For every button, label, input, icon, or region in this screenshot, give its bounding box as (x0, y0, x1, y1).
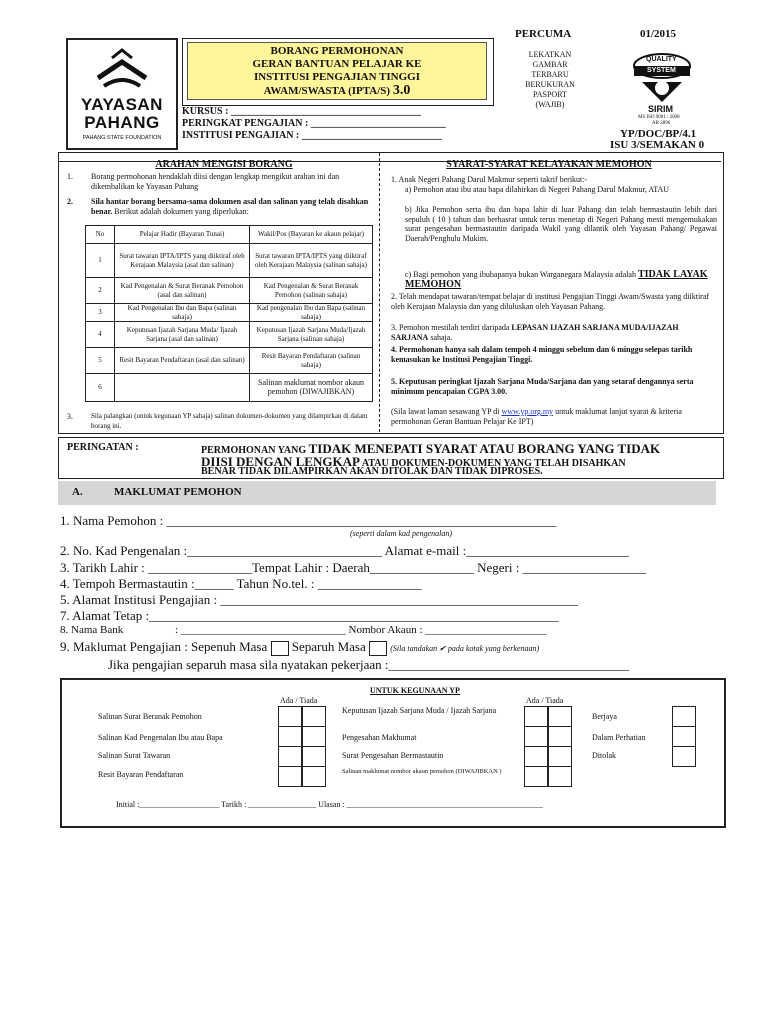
syarat-1: 1. Anak Negeri Pahang Darul Makmur seperti takrif berikut:- (391, 175, 588, 184)
section-a-header (58, 481, 716, 505)
table-cell (115, 374, 250, 402)
section-a-letter: A. (72, 486, 83, 498)
title-line-4: AWAM/SWASTA (IPTA/S) (263, 85, 391, 97)
office-status-box[interactable] (672, 726, 696, 747)
office-mid-2: Pengesahan Makhumat (342, 733, 417, 742)
form-title-box (182, 38, 494, 106)
table-row (86, 244, 373, 278)
office-left-2: Salinan Kad Pengenalan Ibu atau Bapa (98, 733, 223, 742)
office-status-box[interactable] (672, 706, 696, 727)
table-cell: Kad Pengenalan & Surat Beranak Pemohon (asal dan salinan) (115, 278, 250, 304)
photo-placeholder (510, 50, 590, 120)
syarat-3-bold: LEPASAN IJAZAH SARJANA MUDA/IJAZAH SARJANA (391, 323, 679, 342)
warning-line2-b: ATAU DOKUMEN-DOKUMEN YANG TELAH DISAHKAN (361, 458, 626, 469)
office-mid-3: Surat Pengesahan Bermastautin (342, 751, 444, 760)
syarat-4: 4. Permohonan hanya sah dalam tempoh 4 minggu sebelum dan 6 minggu selepas tarikh kemasukan ke Institusi Pengajian Tinggi. (391, 345, 693, 364)
bank-name-label: 8. Nama Bank (60, 624, 124, 636)
table-row (86, 374, 373, 402)
quality-system-badge (616, 52, 708, 128)
table-cell: 5 (86, 348, 115, 374)
office-heading: UNTUK KEGUNAAN YP (370, 686, 460, 695)
office-left-1: Salinan Surat Beranak Pemohon (98, 712, 202, 721)
logo-name-1: YAYASAN (81, 95, 163, 114)
arahan-item-3: Sila palangkan (untuk kegunaan YP sahaja) salinan dokumen-dokumen yang dilampirkan di dalam borang ini. (91, 412, 368, 430)
yayasan-pahang-logo (66, 38, 178, 150)
section-a-title: MAKLUMAT PEMOHON (114, 486, 242, 498)
arahan-item-2-rest: Berikut adalah dokumen yang diperlukan: (112, 206, 249, 216)
iso-label: MS ISO 9001 : 2008 (638, 115, 680, 120)
ic-email-field[interactable]: 2. No. Kad Pengenalan :______________________________ Alamat e-mail :_________________________ (60, 543, 629, 558)
warning-line1-a: PERMOHONAN YANG (201, 445, 307, 456)
syarat-heading: SYARAT-SYARAT KELAYAKAN MEMOHON (446, 159, 652, 170)
foundation-emblem-icon (94, 48, 150, 92)
table-cell: Keputusan Ijazah Sarjana Muda/ Ijazah Sarjana (asal dan salinan) (115, 322, 250, 348)
kursus-field[interactable]: KURSUS : ______________________________________ (182, 106, 421, 117)
residency-phone-field[interactable]: 4. Tempoh Bermastautin :______ Tahun No.tel. : ________________ (60, 576, 422, 591)
syarat-1a: a) Pemohon atau ibu atau bapa dilahirkan di Negeri Pahang Darul Makmur, ATAU (405, 185, 670, 194)
instructions-and-requirements (58, 152, 724, 434)
office-left-3: Salinan Surat Tawaran (98, 751, 171, 760)
quality-text-2: SYSTEM (647, 67, 676, 74)
office-check-box[interactable] (548, 726, 572, 747)
photo-text-5: PASPORT (533, 90, 567, 99)
birth-field[interactable]: 3. Tarikh Lahir : ________________Tempat Lahir : Daerah________________ Negeri : ___________________ (60, 560, 647, 575)
nama-note: (seperti dalam kad pengenalan) (350, 529, 452, 538)
title-version: 3.0 (392, 83, 411, 98)
title-line-1: BORANG PERMOHONAN (270, 45, 404, 57)
doc-reference: YP/DOC/BP/4.1 (620, 128, 697, 140)
study-mode-label: 9. Maklumat Pengajian : Sepenuh Masa (60, 639, 268, 654)
table-cell: 4 (86, 322, 115, 348)
bank-account-field[interactable]: : ______________________________ Nombor Akaun : ______________________ (175, 624, 547, 636)
part-time-label: Separuh Masa (291, 639, 366, 654)
table-cell: Resit Bayaran Pendaftaran (salinan sahaja) (250, 348, 373, 374)
warning-box (58, 437, 724, 479)
table-cell: 2 (86, 278, 115, 304)
photo-text-4: BERUKURAN (525, 80, 575, 89)
office-mid-4: Salinan maklumat nombor akaun pemohon (DIWAJIBKAN ) (342, 768, 502, 775)
photo-text-2: GAMBAR (532, 60, 568, 69)
photo-text-6: (WAJIB) (535, 100, 565, 109)
table-cell: Kad Pengenalan & Surat Beranak Pemohon (salinan sahaja) (250, 278, 373, 304)
warning-line2-a: DIISI DENGAN LENGKAP (201, 454, 360, 469)
syarat-1b: b) Jika Pemohon serta ibu dan bapa lahir di luar Pahang dan telah bermastautin lebih dari sepuluh ( 10 ) tahun dan berhasrat untuk terus menetap di Negeri Pahang mesti mengemukakan surat pengesahan bermastautin daripada Wakil yang dilantik oleh Yayasan Pahang/ Pegawai Daerah/Penghulu Mukim. (405, 205, 717, 243)
office-check-box[interactable] (302, 766, 326, 787)
office-right-1: Berjaya (592, 712, 617, 721)
yp-website-link[interactable]: www.yp.org.my (501, 407, 554, 416)
syarat-2: 2. Telah mendapat tawaran/tempat belajar di institusi Pengajian Tinggi Awam/Swasta yang diiktiraf oleh Kerajaan Malaysia dan yang diluluskan oleh Yayasan Pahang. (391, 292, 710, 311)
link-suffix: untuk maklumat lanjut syarat & kriteria permohonan Geran Bantuan Pelajar Ke IPT) (391, 407, 682, 426)
table-header-no: No (86, 226, 115, 244)
office-check-box[interactable] (302, 726, 326, 747)
table-cell: Salinan maklumat nombor akaun pemohon (DIWAJIBKAN) (250, 374, 373, 402)
arahan-item-1-num: 1. (67, 172, 73, 181)
table-cell: Keputusan Ijazah Sarjana Muda/Ijazah Sarjana (salinan sahaja) (250, 322, 373, 348)
table-row (86, 278, 373, 304)
logo-name-2: PAHANG (84, 113, 160, 132)
warning-label: PERINGATAN : (67, 442, 139, 453)
warning-line1-b: TIDAK MENEPATI SYARAT ATAU BORANG YANG TIDAK (308, 441, 661, 456)
institusi-field[interactable]: INSTITUSI PENGAJIAN : ____________________________ (182, 130, 442, 141)
office-status-box[interactable] (672, 746, 696, 767)
link-prefix: (Sila lawat laman sesawang YP di (391, 407, 500, 416)
office-check-box[interactable] (278, 766, 302, 787)
table-row (86, 322, 373, 348)
part-time-checkbox[interactable] (369, 641, 387, 656)
free-label: PERCUMA (515, 28, 572, 40)
syarat-3: 3. Pemohon mestilah terdiri daripada (391, 323, 510, 332)
warning-line3: BENAR TIDAK DILAMPIRKAN AKAN DITOLAK DAN TIDAK DIPROSES. (201, 466, 543, 477)
office-right-2: Dalam Perhatian (592, 733, 646, 742)
table-cell: Kad Pengenalan Ibu dan Bapa (salinan sahaja) (115, 304, 250, 322)
arahan-item-1: Borang permohonan hendaklah diisi dengan lengkap mengikut arahan ini dan dikembalikan ke Yayasan Pahang (91, 172, 340, 191)
syarat-1c: c) Bagi pemohon yang ibubapanya bukan Warganegara Malaysia adalah (405, 270, 636, 279)
logo-subtitle: PAHANG STATE FOUNDATION (82, 135, 162, 141)
office-check-box[interactable] (548, 706, 572, 727)
office-initial-line[interactable]: Initial :____________________ Tarikh : _________________ Ulasan : _________________________________________________ (116, 800, 543, 809)
nama-pemohon-field[interactable]: 1. Nama Pemohon : ____________________________________________________________ (60, 513, 557, 528)
office-check-box[interactable] (278, 726, 302, 747)
table-row (86, 304, 373, 322)
office-check-box[interactable] (548, 766, 572, 787)
photo-text-3: TERBARU (531, 70, 569, 79)
table-cell: 1 (86, 244, 115, 278)
ar-label: AR 2896 (652, 121, 671, 126)
full-time-checkbox[interactable] (271, 641, 289, 656)
table-header-wakil: Wakil/Pos (Bayaran ke akaun pelajar) (250, 226, 373, 244)
table-header-hadir: Pelajar Hadir (Bayaran Tunai) (115, 226, 250, 244)
peringkat-field[interactable]: PERINGKAT PENGAJIAN : ___________________________ (182, 118, 446, 129)
table-cell: Surat tawaran IPTA/IPTS yang diiktiraf oleh Kerajaan Malaysia (asal dan salinan) (115, 244, 250, 278)
document-table (85, 225, 373, 402)
office-left-4: Resit Bayaran Pendaftaran (98, 770, 184, 779)
issue-revision: ISU 3/SEMAKAN 0 (610, 139, 705, 151)
office-mid-1: Keputusan Ijazah Sarjana Muda / Ijazah Sarjana (342, 706, 497, 715)
office-check-box[interactable] (524, 766, 548, 787)
office-check-box[interactable] (278, 746, 302, 767)
table-row (86, 348, 373, 374)
table-cell: Kad pengenalan Ibu dan Bapa (salinan sahaja) (250, 304, 373, 322)
syarat-3-end: sahaja. (430, 332, 453, 342)
office-check-box[interactable] (278, 706, 302, 727)
office-use-box (60, 678, 726, 828)
table-cell: 6 (86, 374, 115, 402)
office-right-3: Ditolak (592, 751, 616, 760)
table-cell: 3 (86, 304, 115, 322)
ada-tiada-1: Ada / Tiada (280, 696, 318, 705)
form-code: 01/2015 (640, 28, 677, 40)
syarat-1c-bold: TIDAK LAYAK MEMOHON (405, 269, 708, 290)
office-check-box[interactable] (302, 746, 326, 767)
office-check-box[interactable] (302, 706, 326, 727)
syarat-5: 5. Keputusan peringkat Ijazah Sarjana Muda/Sarjana dan yang setaraf dengannya serta minimum pencapaian CGPA 3.00. (391, 377, 694, 396)
permanent-address-field[interactable]: 7. Alamat Tetap :_______________________________________________________________ (60, 608, 559, 623)
checkbox-note: (Sila tandakan ✔ pada kotak yang berkenaan) (390, 644, 540, 653)
arahan-item-2-num: 2. (67, 197, 73, 206)
arahan-heading: ARAHAN MENGISI BORANG (155, 159, 293, 170)
quality-text-1: QUALITY (646, 56, 677, 63)
sirim-label: SIRIM (648, 104, 674, 114)
institution-address-field[interactable]: 5. Alamat Institusi Pengajian : _______________________________________________________ (60, 592, 578, 607)
table-cell: Surat tawaran IPTA/IPTS yang diiktiraf oleh Kerajaan Malaysia (salinan sahaja) (250, 244, 373, 278)
table-cell: Resit Bayaran Pendaftaran (asal dan salinan) (115, 348, 250, 374)
ada-tiada-2: Ada / Tiada (526, 696, 564, 705)
title-line-2: GERAN BANTUAN PELAJAR KE (252, 58, 422, 70)
office-check-box[interactable] (524, 746, 548, 767)
arahan-item-2-bold: Sila hantar borang bersama-sama dokumen asal dan salinan yang telah disahkan benar. (91, 197, 369, 216)
arahan-item-3-num: 3. (67, 412, 73, 421)
office-check-box[interactable] (524, 726, 548, 747)
office-check-box[interactable] (524, 706, 548, 727)
office-check-box[interactable] (548, 746, 572, 767)
photo-text-1: LEKATKAN (528, 50, 572, 59)
title-line-3: INSTITUSI PENGAJIAN TINGGI (253, 71, 421, 83)
part-time-job-field[interactable]: Jika pengajian separuh masa sila nyatakan pekerjaan :_____________________________________ (108, 657, 629, 672)
